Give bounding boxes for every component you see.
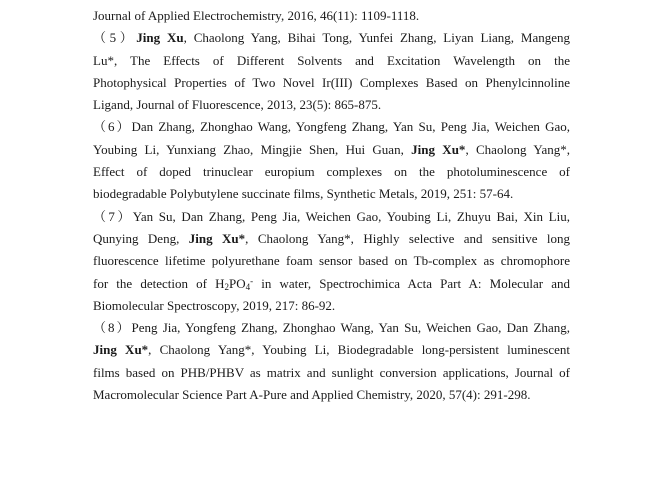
reference-text: Photophysical Properties of Two Novel Ir(III) Complexes Based on Phenylcinnoline xyxy=(93,74,570,90)
reference-text: Qunying Deng, xyxy=(93,230,189,246)
reference-text: Youbing Li, Yunxiang Zhao, Mingjie Shen, Hui Guan, xyxy=(93,141,412,157)
reference-text: 2 xyxy=(224,281,229,292)
author-name-highlight: Jing Xu xyxy=(136,30,184,46)
reference-text: Ligand, Journal of Fluorescence, 2013, 23(5): 865-875. xyxy=(93,97,382,113)
reference-line xyxy=(93,362,570,384)
reference-line xyxy=(93,139,570,161)
reference-line xyxy=(93,250,570,272)
reference-line xyxy=(93,317,570,339)
reference-line xyxy=(93,339,570,361)
reference-line xyxy=(93,161,570,183)
reference-line xyxy=(93,27,570,49)
reference-line xyxy=(93,50,570,72)
reference-text: Effect of doped trinuclear europium complexes on the photoluminescence of xyxy=(93,164,570,180)
reference-text: （8）Peng Jia, Yongfeng Zhang, Zhonghao Wang, Yan Su, Weichen Gao, Dan Zhang, xyxy=(93,320,570,336)
reference-text: Lu*, The Effects of Different Solvents and Excitation Wavelength on the xyxy=(93,52,570,68)
reference-line xyxy=(93,228,570,250)
reference-text: - xyxy=(250,275,254,286)
reference-line xyxy=(93,5,570,27)
author-name-highlight: Jing Xu* xyxy=(188,230,246,246)
reference-text: in water, Spectrochimica Acta Part A: Molecular and xyxy=(253,275,570,291)
reference-text: PO xyxy=(228,275,246,291)
reference-line xyxy=(93,72,570,94)
reference-line xyxy=(93,116,570,138)
reference-text: fluorescence lifetime polyurethane foam sensor based on Tb-complex as chromophore xyxy=(93,253,570,269)
reference-text: , Chaolong Yang, Bihai Tong, Yunfei Zhang, Liyan Liang, Mangeng xyxy=(183,30,570,46)
reference-line xyxy=(93,384,570,406)
reference-text: Journal of Applied Electrochemistry, 2016, 46(11): 1109-1118. xyxy=(93,8,420,23)
reference-text: Biomolecular Spectroscopy, 2019, 217: 86-92. xyxy=(93,297,336,313)
reference-text: （6）Dan Zhang, Zhonghao Wang, Yongfeng Zhang, Yan Su, Peng Jia, Weichen Gao, xyxy=(93,119,570,135)
reference-text: （5） xyxy=(93,30,137,46)
document-page xyxy=(93,5,570,406)
reference-line xyxy=(93,94,570,116)
reference-text: for the detection of H xyxy=(93,275,225,291)
reference-line xyxy=(93,273,570,295)
reference-line xyxy=(93,295,570,317)
author-name-highlight: Jing Xu* xyxy=(93,342,149,358)
reference-text: , Chaolong Yang*, xyxy=(465,141,570,157)
reference-text: biodegradable Polybutylene succinate films, Synthetic Metals, 2019, 251: 57-64. xyxy=(93,186,514,202)
author-name-highlight: Jing Xu* xyxy=(411,141,466,157)
reference-text: , Chaolong Yang*, Highly selective and sensitive long xyxy=(245,230,570,246)
reference-text: 4 xyxy=(245,281,251,292)
reference-text: Macromolecular Science Part A-Pure and Applied Chemistry, 2020, 57(4): 291-298. xyxy=(93,387,531,403)
publication-list xyxy=(93,5,570,406)
reference-line xyxy=(93,206,570,228)
reference-line xyxy=(93,183,570,205)
reference-text: （7）Yan Su, Dan Zhang, Peng Jia, Weichen Gao, Youbing Li, Zhuyu Bai, Xin Liu, xyxy=(93,208,570,224)
reference-text: , Chaolong Yang*, Youbing Li, Biodegradable long-persistent luminescent xyxy=(148,342,570,358)
reference-text: films based on PHB/PHBV as matrix and sunlight conversion applications, Journal of xyxy=(93,364,570,380)
